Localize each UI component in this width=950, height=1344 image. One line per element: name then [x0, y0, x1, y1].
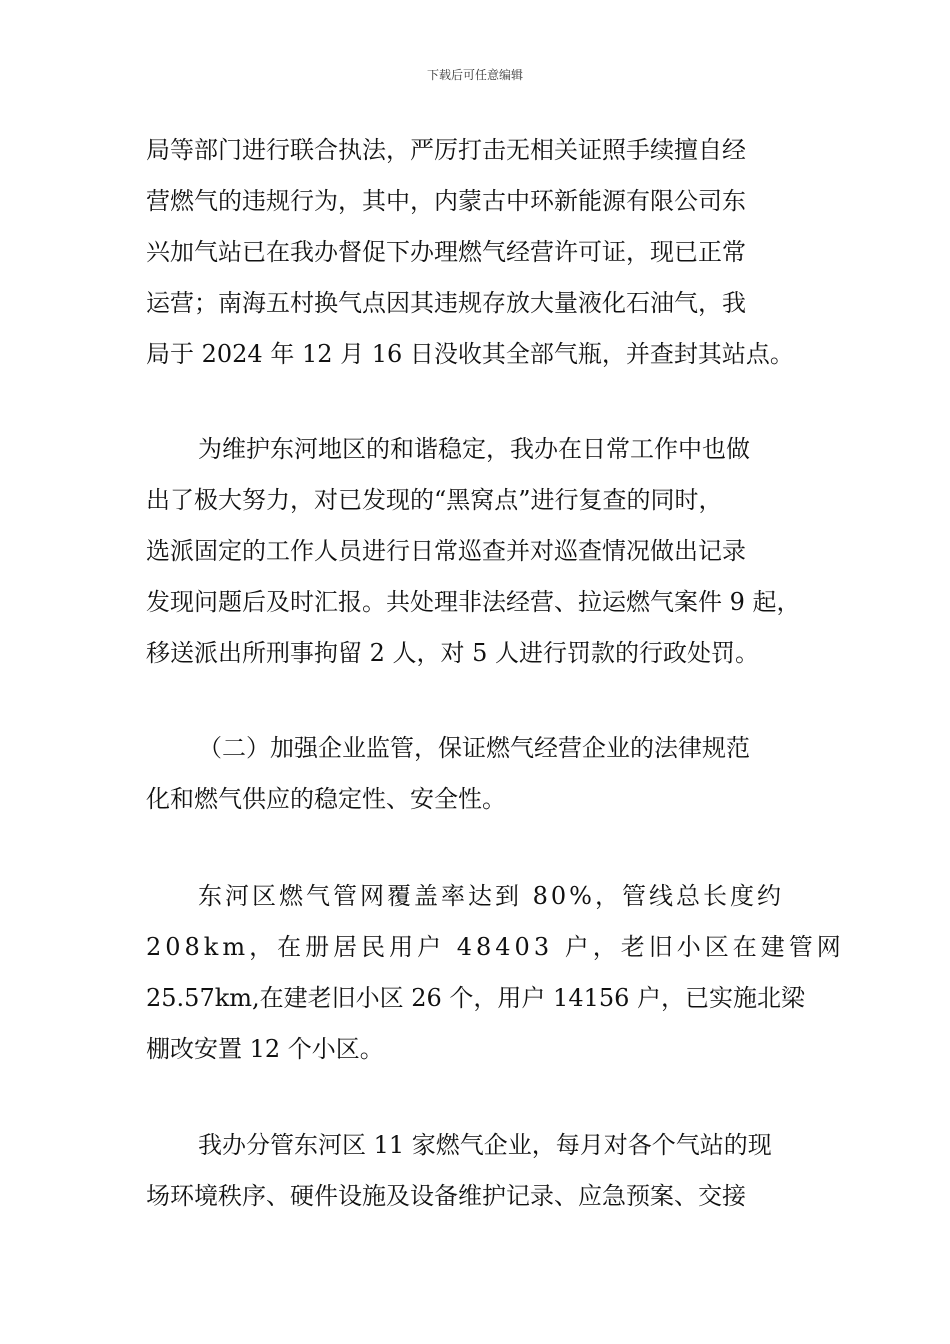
text-line: 我办分管东河区 11 家燃气企业，每月对各个气站的现	[198, 1131, 772, 1159]
text-line: 营燃气的违规行为，其中，内蒙古中环新能源有限公司东	[146, 187, 746, 215]
text-line: 场环境秩序、硬件设施及设备维护记录、应急预案、交接	[146, 1182, 746, 1210]
text-line: 为维护东河地区的和谐稳定，我办在日常工作中也做	[198, 435, 750, 463]
text-line: 棚改安置 12 个小区。	[146, 1035, 384, 1063]
text-line: 208km，在册居民用户 48403 户，老旧小区在建管网	[146, 933, 845, 961]
paragraph-enterprise-supervision	[146, 1120, 816, 1222]
text-line: 东河区燃气管网覆盖率达到 80%，管线总长度约	[198, 882, 784, 910]
text-line: 25.57km,在建老旧小区 26 个，用户 14156 户，已实施北梁	[146, 984, 806, 1012]
paragraph-enforcement	[146, 125, 816, 380]
text-line: 选派固定的工作人员进行日常巡查并对巡查情况做出记录	[146, 537, 746, 565]
text-line: 兴加气站已在我办督促下办理燃气经营许可证，现已正常	[146, 238, 746, 266]
section-heading-two	[146, 723, 816, 825]
text-line: 发现问题后及时汇报。共处理非法经营、拉运燃气案件 9 起，	[146, 588, 801, 616]
text-line: 移送派出所刑事拘留 2 人，对 5 人进行罚款的行政处罚。	[146, 639, 760, 667]
text-line: 运营；南海五村换气点因其违规存放大量液化石油气，我	[146, 289, 746, 317]
text-line: 局等部门进行联合执法，严厉打击无相关证照手续擅自经	[146, 136, 746, 164]
header-note: 下载后可任意编辑	[426, 68, 523, 82]
text-line: （二）加强企业监管，保证燃气经营企业的法律规范	[198, 734, 750, 762]
text-line: 局于 2024 年 12 月 16 日没收其全部气瓶，并查封其站点。	[146, 340, 794, 368]
text-line: 化和燃气供应的稳定性、安全性。	[146, 785, 506, 813]
paragraph-pipeline-network	[146, 871, 845, 1075]
text-line: 出了极大努力，对已发现的“黑窝点”进行复查的同时，	[146, 486, 723, 514]
paragraph-stability	[146, 424, 816, 679]
